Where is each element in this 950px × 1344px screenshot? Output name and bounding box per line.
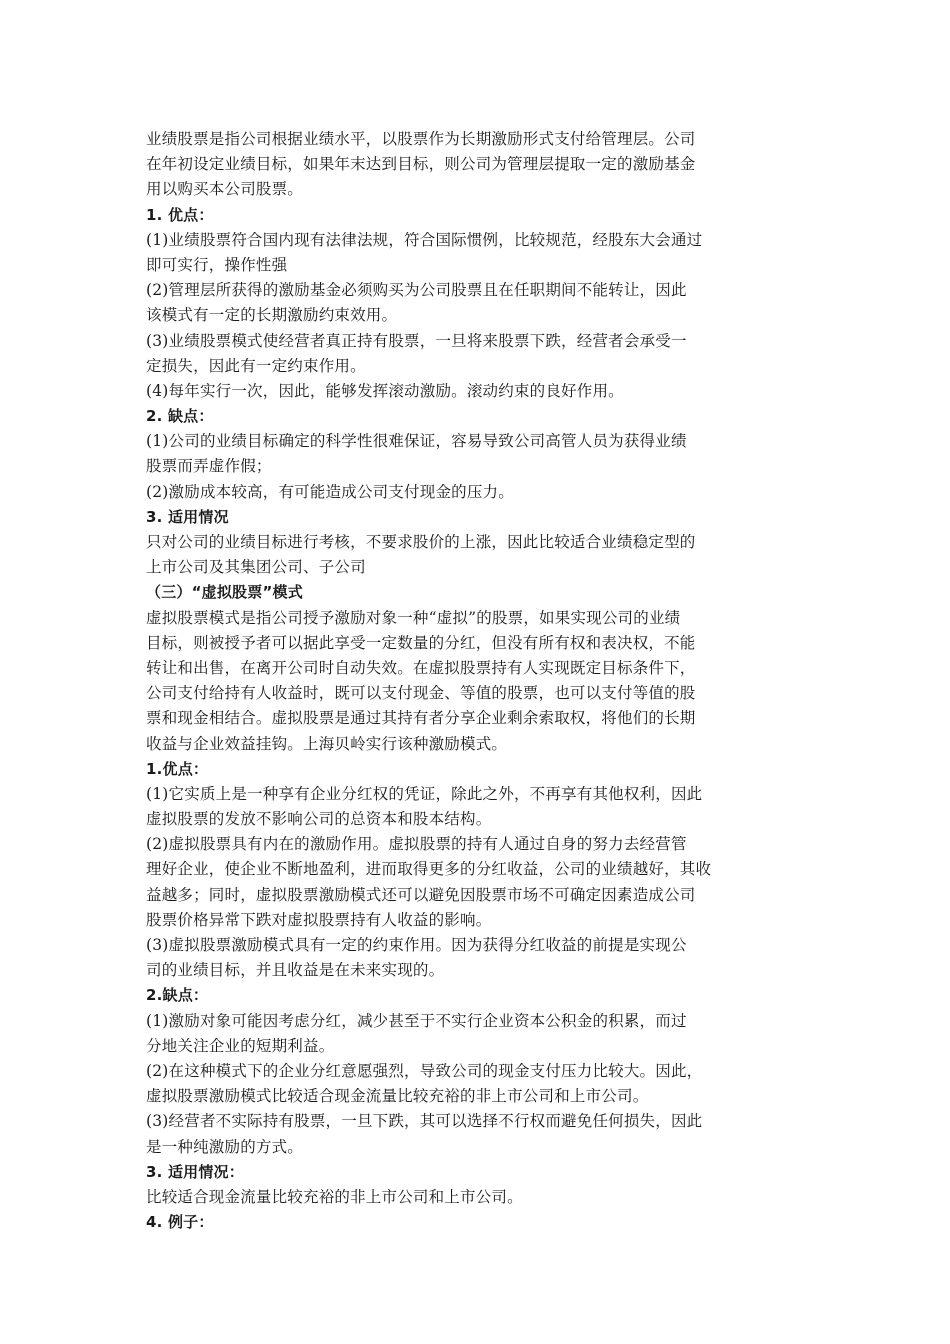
text-line: (1)公司的业绩目标确定的科学性很难保证，容易导致公司高管人员为获得业绩 <box>146 432 687 451</box>
text-line: 转让和出售，在离开公司时自动失效。在虚拟股票持有人实现既定目标条件下， <box>146 658 696 677</box>
text-line: 业绩股票是指公司根据业绩水平，以股票作为长期激励形式支付给管理层。公司 <box>146 130 696 148</box>
text-line: 只对公司的业绩目标进行考核，不要求股价的上涨，因此比较适合业绩稳定型的 <box>146 533 696 551</box>
text-line: 票和现金相结合。虚拟股票是通过其持有者分享企业剩余索取权，将他们的长期 <box>146 709 696 728</box>
text-line: 虚拟股票的发放不影响公司的总资本和股本结构。 <box>146 810 492 829</box>
section-heading: 3. 适用情况： <box>146 1162 244 1181</box>
text-line: (2)在这种模式下的企业分红意愿强烈，导致公司的现金支付压力比较大。因此， <box>146 1061 703 1080</box>
text-line: (1)激励对象可能因考虑分红，减少甚至于不实行企业资本公积金的积累，而过 <box>146 1011 687 1030</box>
text-line: 司的业绩目标，并且收益是在未来实现的。 <box>146 961 445 980</box>
document-body <box>146 127 810 1235</box>
section-heading: 2. 缺点： <box>146 407 214 426</box>
text-line: 定损失，因此有一定约束作用。 <box>146 356 366 375</box>
section-heading: （三）“虚拟股票”模式 <box>146 583 303 602</box>
text-line: 是一种纯激励的方式。 <box>146 1137 304 1156</box>
section-heading: 3. 适用情况 <box>146 507 229 526</box>
text-line: (3)虚拟股票激励模式具有一定的约束作用。因为获得分红收益的前提是实现公 <box>146 936 687 954</box>
text-line: 股票而弄虚作假； <box>146 457 272 476</box>
text-line: (2)管理层所获得的激励基金必须购买为公司股票且在任职期间不能转让，因此 <box>146 281 687 300</box>
text-line: 虚拟股票模式是指公司授予激励对象一种“虚拟”的股票，如果实现公司的业绩 <box>146 608 681 627</box>
text-line: (3)业绩股票模式使经营者真正持有股票，一旦将来股票下跌，经营者会承受一 <box>146 331 687 350</box>
section-heading: 2.缺点： <box>146 986 209 1005</box>
text-line: 在年初设定业绩目标，如果年末达到目标，则公司为管理层提取一定的激励基金 <box>146 155 696 174</box>
text-line: (2)激励成本较高，有可能造成公司支付现金的压力。 <box>146 482 514 501</box>
text-line: 用以购买本公司股票。 <box>146 180 304 199</box>
text-line: (1)业绩股票符合国内现有法律法规，符合国际惯例，比较规范，经股东大会通过 <box>146 230 703 249</box>
text-line: 目标，则被授予者可以据此享受一定数量的分红，但没有所有权和表决权，不能 <box>146 633 696 652</box>
text-line: 即可实行，操作性强 <box>146 255 288 274</box>
text-line: 理好企业，使企业不断地盈利，进而取得更多的分红收益，公司的业绩越好，其收 <box>146 860 712 879</box>
section-heading: 1.优点： <box>146 759 209 778</box>
text-line: (4)每年实行一次，因此，能够发挥滚动激励。滚动约束的良好作用。 <box>146 381 624 400</box>
text-line: 益越多；同时，虚拟股票激励模式还可以避免因股票市场不可确定因素造成公司 <box>146 885 696 904</box>
text-line: 比较适合现金流量比较充裕的非上市公司和上市公司。 <box>146 1187 523 1206</box>
text-line: (3)经营者不实际持有股票，一旦下跌，其可以选择不行权而避免任何损失，因此 <box>146 1112 703 1131</box>
text-line: 收益与企业效益挂钩。上海贝岭实行该种激励模式。 <box>146 734 508 753</box>
text-line: (1)它实质上是一种享有企业分红权的凭证，除此之外，不再享有其他权利，因此 <box>146 784 703 803</box>
text-line: (2)虚拟股票具有内在的激励作用。虚拟股票的持有人通过自身的努力去经营管 <box>146 835 687 854</box>
text-line: 公司支付给持有人收益时，既可以支付现金、等值的股票，也可以支付等值的股 <box>146 684 696 703</box>
text-line: 分地关注企业的短期利益。 <box>146 1036 335 1055</box>
text-line: 上市公司及其集团公司、子公司 <box>146 558 366 577</box>
text-line: 该模式有一定的长期激励约束效用。 <box>146 306 398 325</box>
text-line: 股票价格异常下跌对虚拟股票持有人收益的影响。 <box>146 910 492 929</box>
section-heading: 4. 例子： <box>146 1213 214 1232</box>
text-line: 虚拟股票激励模式比较适合现金流量比较充裕的非上市公司和上市公司。 <box>146 1087 649 1106</box>
section-heading: 1. 优点： <box>146 205 214 224</box>
document-page <box>146 127 810 1235</box>
